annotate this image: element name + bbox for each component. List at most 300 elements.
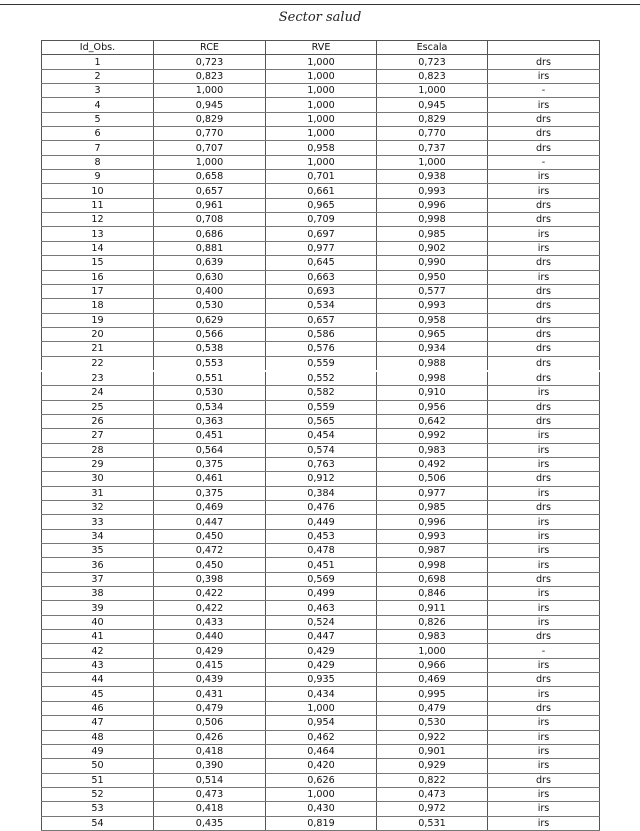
table-row [42, 284, 600, 298]
cell-escala: 0,829 [377, 112, 488, 126]
cell-id: 17 [42, 284, 154, 298]
cell-id: 23 [42, 371, 154, 386]
cell-id: 8 [42, 155, 154, 169]
table-row [42, 327, 600, 341]
cell-id: 43 [42, 658, 154, 672]
cell-rve: 1,000 [266, 701, 377, 715]
cell-escala: 0,992 [377, 429, 488, 443]
cell-rve: 1,000 [266, 84, 377, 98]
cell-rce: 0,422 [154, 601, 266, 615]
cell-returns: irs [488, 544, 600, 558]
cell-rve: 0,447 [266, 630, 377, 644]
table-row [42, 544, 600, 558]
cell-rve: 0,661 [266, 184, 377, 198]
page-title: Sector salud [278, 10, 362, 25]
cell-returns: drs [488, 141, 600, 155]
cell-rce: 0,429 [154, 644, 266, 658]
cell-rce: 0,630 [154, 270, 266, 284]
cell-returns: irs [488, 658, 600, 672]
cell-rce: 0,375 [154, 486, 266, 500]
cell-returns: drs [488, 313, 600, 327]
cell-escala: 0,723 [377, 55, 488, 69]
table-row [42, 198, 600, 212]
cell-rve: 0,958 [266, 141, 377, 155]
cell-rve: 0,453 [266, 529, 377, 543]
cell-id: 37 [42, 572, 154, 586]
cell-rve: 0,586 [266, 327, 377, 341]
table-row [42, 716, 600, 730]
cell-rce: 0,398 [154, 572, 266, 586]
cell-rve: 0,819 [266, 816, 377, 830]
cell-id: 46 [42, 701, 154, 715]
cell-escala: 0,910 [377, 386, 488, 400]
cell-id: 9 [42, 170, 154, 184]
table-row [42, 241, 600, 255]
cell-returns: drs [488, 472, 600, 486]
table-row [42, 141, 600, 155]
table-row [42, 572, 600, 586]
top-rule [0, 4, 640, 5]
cell-rve: 1,000 [266, 98, 377, 112]
cell-escala: 1,000 [377, 644, 488, 658]
cell-returns: drs [488, 112, 600, 126]
table-row [42, 773, 600, 787]
table-row [42, 371, 600, 386]
cell-rve: 0,451 [266, 558, 377, 572]
cell-escala: 0,995 [377, 687, 488, 701]
cell-id: 27 [42, 429, 154, 443]
cell-rce: 0,426 [154, 730, 266, 744]
cell-rve: 0,657 [266, 313, 377, 327]
cell-returns: irs [488, 170, 600, 184]
cell-returns: drs [488, 630, 600, 644]
cell-escala: 0,826 [377, 615, 488, 629]
cell-id: 3 [42, 84, 154, 98]
cell-rve: 1,000 [266, 55, 377, 69]
cell-id: 49 [42, 744, 154, 758]
cell-rce: 0,375 [154, 457, 266, 471]
cell-rce: 0,450 [154, 529, 266, 543]
cell-id: 14 [42, 241, 154, 255]
cell-rve: 0,697 [266, 227, 377, 241]
cell-returns: drs [488, 773, 600, 787]
cell-id: 12 [42, 213, 154, 227]
cell-returns: drs [488, 414, 600, 428]
cell-id: 30 [42, 472, 154, 486]
cell-id: 28 [42, 443, 154, 457]
table-row [42, 587, 600, 601]
cell-rce: 0,823 [154, 69, 266, 83]
cell-escala: 0,770 [377, 127, 488, 141]
cell-returns: drs [488, 673, 600, 687]
cell-escala: 0,506 [377, 472, 488, 486]
cell-id: 21 [42, 342, 154, 356]
table-row [42, 529, 600, 543]
table-row [42, 472, 600, 486]
cell-rce: 0,961 [154, 198, 266, 212]
cell-rve: 0,693 [266, 284, 377, 298]
cell-escala: 0,950 [377, 270, 488, 284]
table-row [42, 270, 600, 284]
table-header-row [42, 41, 600, 55]
cell-id: 42 [42, 644, 154, 658]
cell-returns: drs [488, 371, 600, 386]
cell-returns: drs [488, 299, 600, 313]
cell-rce: 0,418 [154, 744, 266, 758]
cell-id: 7 [42, 141, 154, 155]
cell-rce: 0,723 [154, 55, 266, 69]
cell-escala: 0,998 [377, 558, 488, 572]
cell-returns: irs [488, 716, 600, 730]
table-row [42, 342, 600, 356]
cell-escala: 0,985 [377, 227, 488, 241]
cell-id: 22 [42, 356, 154, 371]
cell-id: 33 [42, 515, 154, 529]
cell-id: 32 [42, 501, 154, 515]
cell-rce: 0,469 [154, 501, 266, 515]
cell-returns: irs [488, 615, 600, 629]
cell-id: 5 [42, 112, 154, 126]
cell-escala: 0,531 [377, 816, 488, 830]
cell-escala: 0,996 [377, 515, 488, 529]
cell-rve: 0,569 [266, 572, 377, 586]
cell-escala: 0,965 [377, 327, 488, 341]
column-header-rce: RCE [154, 41, 266, 55]
cell-escala: 0,977 [377, 486, 488, 500]
table-row [42, 98, 600, 112]
cell-rve: 0,499 [266, 587, 377, 601]
cell-id: 44 [42, 673, 154, 687]
cell-rce: 0,829 [154, 112, 266, 126]
cell-returns: irs [488, 227, 600, 241]
cell-id: 18 [42, 299, 154, 313]
cell-returns: irs [488, 486, 600, 500]
cell-escala: 0,996 [377, 198, 488, 212]
cell-rve: 0,626 [266, 773, 377, 787]
cell-escala: 1,000 [377, 155, 488, 169]
table-body [42, 55, 600, 831]
cell-returns: drs [488, 572, 600, 586]
cell-id: 26 [42, 414, 154, 428]
table-row [42, 601, 600, 615]
table-row [42, 170, 600, 184]
cell-rce: 0,415 [154, 658, 266, 672]
cell-escala: 0,945 [377, 98, 488, 112]
cell-returns: irs [488, 270, 600, 284]
cell-id: 15 [42, 256, 154, 270]
cell-id: 45 [42, 687, 154, 701]
cell-id: 53 [42, 802, 154, 816]
cell-rve: 1,000 [266, 127, 377, 141]
cell-id: 16 [42, 270, 154, 284]
cell-returns: irs [488, 429, 600, 443]
table-row [42, 429, 600, 443]
cell-returns: irs [488, 816, 600, 830]
cell-rve: 0,559 [266, 400, 377, 414]
cell-escala: 0,993 [377, 184, 488, 198]
cell-id: 24 [42, 386, 154, 400]
cell-rve: 0,449 [266, 515, 377, 529]
table-row [42, 787, 600, 801]
cell-returns: irs [488, 386, 600, 400]
cell-rve: 0,574 [266, 443, 377, 457]
table-row [42, 443, 600, 457]
cell-rce: 0,400 [154, 284, 266, 298]
cell-rve: 1,000 [266, 112, 377, 126]
cell-returns: drs [488, 342, 600, 356]
cell-rce: 0,538 [154, 342, 266, 356]
cell-returns: - [488, 644, 600, 658]
cell-rce: 0,770 [154, 127, 266, 141]
cell-rve: 1,000 [266, 69, 377, 83]
table-row [42, 759, 600, 773]
cell-escala: 0,985 [377, 501, 488, 515]
cell-escala: 0,922 [377, 730, 488, 744]
cell-returns: irs [488, 730, 600, 744]
cell-rce: 0,461 [154, 472, 266, 486]
cell-rve: 0,977 [266, 241, 377, 255]
cell-rve: 0,429 [266, 658, 377, 672]
cell-id: 10 [42, 184, 154, 198]
table-row [42, 615, 600, 629]
cell-escala: 0,823 [377, 69, 488, 83]
cell-returns: drs [488, 55, 600, 69]
cell-returns: irs [488, 687, 600, 701]
cell-id: 40 [42, 615, 154, 629]
cell-rve: 0,582 [266, 386, 377, 400]
cell-returns: drs [488, 284, 600, 298]
table-row [42, 701, 600, 715]
cell-rve: 1,000 [266, 155, 377, 169]
cell-id: 41 [42, 630, 154, 644]
cell-returns: - [488, 155, 600, 169]
cell-rve: 0,478 [266, 544, 377, 558]
cell-id: 6 [42, 127, 154, 141]
cell-id: 51 [42, 773, 154, 787]
cell-returns: irs [488, 457, 600, 471]
cell-rve: 0,559 [266, 356, 377, 371]
column-header-rve: RVE [266, 41, 377, 55]
cell-rce: 0,439 [154, 673, 266, 687]
cell-escala: 0,983 [377, 630, 488, 644]
cell-returns: irs [488, 241, 600, 255]
table-row [42, 55, 600, 69]
cell-escala: 0,911 [377, 601, 488, 615]
cell-rce: 0,422 [154, 587, 266, 601]
cell-id: 4 [42, 98, 154, 112]
cell-rve: 0,701 [266, 170, 377, 184]
cell-rve: 0,476 [266, 501, 377, 515]
cell-rve: 0,464 [266, 744, 377, 758]
cell-rce: 0,447 [154, 515, 266, 529]
cell-rce: 0,363 [154, 414, 266, 428]
cell-rce: 0,566 [154, 327, 266, 341]
cell-escala: 0,998 [377, 371, 488, 386]
cell-id: 54 [42, 816, 154, 830]
cell-escala: 0,998 [377, 213, 488, 227]
cell-returns: drs [488, 127, 600, 141]
cell-escala: 0,530 [377, 716, 488, 730]
table-row [42, 356, 600, 371]
cell-rce: 0,473 [154, 787, 266, 801]
cell-returns: irs [488, 529, 600, 543]
cell-id: 50 [42, 759, 154, 773]
cell-id: 52 [42, 787, 154, 801]
table-row [42, 227, 600, 241]
table-row [42, 213, 600, 227]
table-row [42, 658, 600, 672]
cell-escala: 0,473 [377, 787, 488, 801]
cell-escala: 0,737 [377, 141, 488, 155]
cell-rce: 0,658 [154, 170, 266, 184]
cell-escala: 1,000 [377, 84, 488, 98]
cell-rce: 0,945 [154, 98, 266, 112]
table-row [42, 486, 600, 500]
cell-escala: 0,987 [377, 544, 488, 558]
cell-escala: 0,846 [377, 587, 488, 601]
cell-escala: 0,929 [377, 759, 488, 773]
column-header-id: Id_Obs. [42, 41, 154, 55]
cell-returns: drs [488, 400, 600, 414]
cell-returns: irs [488, 98, 600, 112]
cell-escala: 0,642 [377, 414, 488, 428]
cell-rve: 0,565 [266, 414, 377, 428]
cell-escala: 0,966 [377, 658, 488, 672]
cell-returns: irs [488, 802, 600, 816]
cell-rce: 0,707 [154, 141, 266, 155]
cell-returns: drs [488, 356, 600, 371]
cell-returns: irs [488, 744, 600, 758]
cell-escala: 0,469 [377, 673, 488, 687]
cell-id: 38 [42, 587, 154, 601]
cell-id: 2 [42, 69, 154, 83]
cell-escala: 0,983 [377, 443, 488, 457]
cell-escala: 0,902 [377, 241, 488, 255]
cell-returns: irs [488, 787, 600, 801]
cell-id: 34 [42, 529, 154, 543]
cell-id: 25 [42, 400, 154, 414]
efficiency-table [41, 40, 600, 831]
table-row [42, 386, 600, 400]
cell-rce: 0,551 [154, 371, 266, 386]
cell-returns: drs [488, 701, 600, 715]
cell-rve: 0,463 [266, 601, 377, 615]
cell-rce: 0,472 [154, 544, 266, 558]
table-row [42, 184, 600, 198]
cell-rve: 0,645 [266, 256, 377, 270]
cell-rve: 0,935 [266, 673, 377, 687]
cell-id: 36 [42, 558, 154, 572]
table-row [42, 673, 600, 687]
cell-id: 29 [42, 457, 154, 471]
cell-rve: 0,965 [266, 198, 377, 212]
cell-returns: irs [488, 515, 600, 529]
column-header-returns [488, 41, 600, 55]
column-header-escala: Escala [377, 41, 488, 55]
cell-escala: 0,958 [377, 313, 488, 327]
cell-rce: 1,000 [154, 155, 266, 169]
cell-id: 48 [42, 730, 154, 744]
table-row [42, 414, 600, 428]
table-row [42, 802, 600, 816]
cell-rce: 0,514 [154, 773, 266, 787]
cell-escala: 0,822 [377, 773, 488, 787]
cell-id: 35 [42, 544, 154, 558]
table-row [42, 84, 600, 98]
cell-rce: 1,000 [154, 84, 266, 98]
cell-rce: 0,639 [154, 256, 266, 270]
cell-escala: 0,988 [377, 356, 488, 371]
cell-rce: 0,418 [154, 802, 266, 816]
table-row [42, 515, 600, 529]
cell-rce: 0,564 [154, 443, 266, 457]
cell-rce: 0,657 [154, 184, 266, 198]
cell-rce: 0,451 [154, 429, 266, 443]
table-row [42, 457, 600, 471]
cell-escala: 0,492 [377, 457, 488, 471]
table-row [42, 112, 600, 126]
cell-returns: irs [488, 443, 600, 457]
cell-escala: 0,938 [377, 170, 488, 184]
cell-rve: 0,912 [266, 472, 377, 486]
cell-rce: 0,629 [154, 313, 266, 327]
table-row [42, 501, 600, 515]
cell-id: 39 [42, 601, 154, 615]
cell-rve: 0,954 [266, 716, 377, 730]
table-row [42, 816, 600, 830]
cell-rve: 0,534 [266, 299, 377, 313]
table-row [42, 558, 600, 572]
table-row [42, 69, 600, 83]
cell-escala: 0,698 [377, 572, 488, 586]
table-row [42, 256, 600, 270]
cell-id: 20 [42, 327, 154, 341]
cell-rve: 0,384 [266, 486, 377, 500]
cell-returns: irs [488, 601, 600, 615]
cell-id: 47 [42, 716, 154, 730]
cell-id: 1 [42, 55, 154, 69]
table-row [42, 127, 600, 141]
cell-id: 31 [42, 486, 154, 500]
cell-rce: 0,553 [154, 356, 266, 371]
cell-returns: drs [488, 198, 600, 212]
cell-returns: irs [488, 759, 600, 773]
cell-returns: irs [488, 184, 600, 198]
cell-returns: irs [488, 69, 600, 83]
cell-rce: 0,390 [154, 759, 266, 773]
cell-id: 11 [42, 198, 154, 212]
cell-escala: 0,990 [377, 256, 488, 270]
table-row [42, 730, 600, 744]
cell-escala: 0,901 [377, 744, 488, 758]
cell-rve: 0,663 [266, 270, 377, 284]
cell-rce: 0,534 [154, 400, 266, 414]
cell-rve: 0,709 [266, 213, 377, 227]
cell-rve: 0,552 [266, 371, 377, 386]
cell-rve: 0,524 [266, 615, 377, 629]
table-row [42, 299, 600, 313]
cell-rce: 0,435 [154, 816, 266, 830]
cell-returns: drs [488, 327, 600, 341]
cell-returns: - [488, 84, 600, 98]
cell-returns: irs [488, 587, 600, 601]
table-row [42, 687, 600, 701]
cell-rve: 0,430 [266, 802, 377, 816]
table-row [42, 744, 600, 758]
cell-rce: 0,431 [154, 687, 266, 701]
cell-rve: 0,420 [266, 759, 377, 773]
cell-rve: 0,454 [266, 429, 377, 443]
